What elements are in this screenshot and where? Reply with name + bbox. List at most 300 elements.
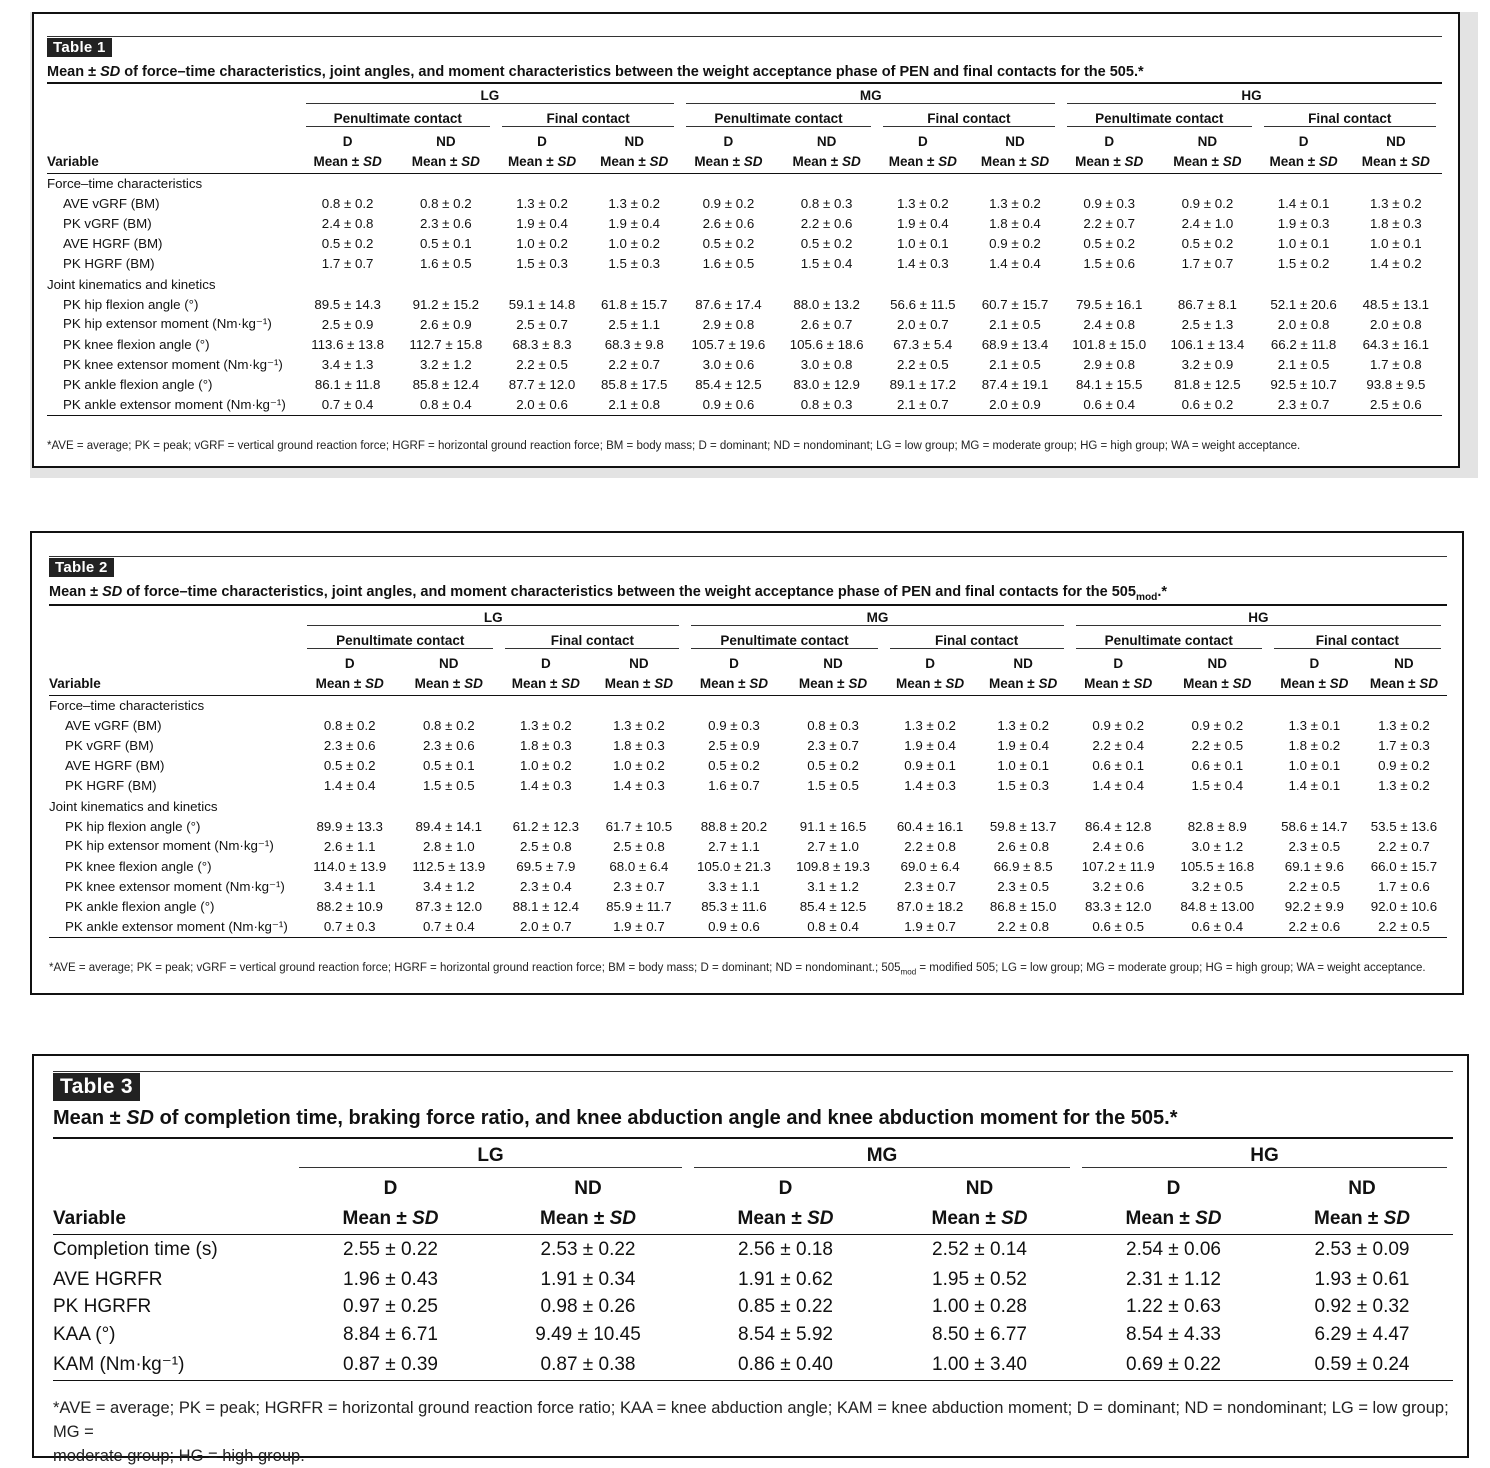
table2-cell: 86.8 ± 15.0: [989, 899, 1057, 915]
table1-stat-header-sd: SD: [362, 154, 382, 170]
table1-stat-header: [396, 151, 496, 173]
table2-cell: 89.9 ± 13.3: [316, 818, 383, 834]
table3-stat-header-sd: SD: [609, 1207, 636, 1229]
table2-cell: 0.7 ± 0.4: [398, 917, 499, 937]
table1-cell: 85.8 ± 17.5: [600, 377, 668, 393]
table1-side-header: ND: [436, 133, 456, 149]
table2-cell: 3.4 ± 1.2: [422, 879, 475, 895]
table1-cell: 2.5 ± 1.3: [1181, 316, 1234, 332]
table2-cell: 1.0 ± 0.1: [997, 758, 1049, 774]
table2-side-header: ND: [439, 655, 459, 671]
table3-row-label: PK HGRFR: [53, 1296, 152, 1318]
table2-row-label: PK ankle flexion angle (°): [65, 899, 215, 915]
table2-stat-header-text: Mean ±: [989, 676, 1039, 692]
table3-group-hg: [1076, 1138, 1453, 1174]
table1-cell: 2.2 ± 0.7: [608, 357, 661, 373]
table2-cell: 0.9 ± 0.6: [685, 917, 782, 937]
table1-row-label: PK hip extensor moment (Nm·kg⁻¹): [63, 316, 272, 332]
table2-stat-header-sd: SD: [1038, 676, 1058, 692]
table2-stat-header-text: Mean ±: [511, 676, 562, 692]
table1-stat-header-sd: SD: [649, 154, 669, 170]
table1-cell: 68.3 ± 8.3: [512, 337, 572, 353]
table3-side-header: D: [1166, 1178, 1181, 1199]
table1-cell: 1.4 ± 0.2: [1370, 256, 1422, 272]
table3-tag: Table 3: [53, 1073, 140, 1101]
table2-cell: 87.3 ± 12.0: [415, 899, 482, 915]
table3-stat-header-sd: SD: [1001, 1207, 1028, 1229]
table1-cell: 1.4 ± 0.3: [896, 256, 949, 272]
table-row: [53, 1349, 1453, 1381]
table3-stat-header-text: Mean ±: [540, 1207, 610, 1229]
table1-group-mg: [680, 83, 1061, 107]
table3-group-label: MG: [694, 1145, 1070, 1168]
table1-cell: 1.3 ± 0.2: [608, 195, 661, 211]
table2-contact-header: [301, 629, 499, 653]
table1-top-rule: [47, 36, 1442, 37]
table1-cell: 1.0 ± 0.1: [1277, 236, 1330, 252]
table3-stat-header: [1271, 1204, 1453, 1234]
table2-stat-header-sd: SD: [561, 676, 580, 692]
table1-cell: 59.1 ± 14.8: [508, 296, 576, 312]
table2-cell: 2.4 ± 0.6: [1092, 838, 1145, 854]
table1-cell: 0.5 ± 0.2: [702, 236, 755, 252]
table2-cell: 0.8 ± 0.3: [807, 717, 859, 733]
table3-cell: 2.56 ± 0.18: [738, 1239, 833, 1261]
table3-footnote: [53, 1396, 1453, 1468]
table-row: [47, 395, 1442, 415]
table1-contact-label: Final contact: [502, 111, 674, 127]
table1-cell: 1.9 ± 0.4: [896, 215, 949, 231]
table1-cell: 79.5 ± 16.1: [1075, 296, 1143, 312]
table2-grid: [49, 604, 1447, 938]
table2-cell: 109.8 ± 19.3: [796, 859, 870, 875]
table1-stat-header: [588, 151, 680, 173]
table3-cell: 1.00 ± 3.40: [883, 1349, 1076, 1381]
table-row: [49, 917, 1447, 937]
table2-cell: 1.3 ± 0.2: [1378, 778, 1430, 794]
table2-cell: 0.7 ± 0.3: [301, 917, 398, 937]
table3-cell: 0.98 ± 0.26: [540, 1296, 636, 1318]
table2-cell: 2.3 ± 0.7: [613, 879, 665, 895]
table2-cell: 86.4 ± 12.8: [1084, 818, 1152, 834]
table1-cell: 1.5 ± 0.2: [1277, 256, 1330, 272]
table1-side-header: D: [917, 133, 928, 149]
table2-cell: 1.3 ± 0.2: [520, 717, 572, 733]
table2-cell: 85.3 ± 11.6: [701, 899, 767, 915]
table2-cell: 88.1 ± 12.4: [512, 899, 580, 915]
table3-cell: 8.54 ± 4.33: [1126, 1323, 1221, 1345]
table2-cell: 83.3 ± 12.0: [1084, 899, 1152, 915]
table1-stat-header-sd: SD: [1411, 154, 1430, 170]
table1-cell: 101.8 ± 15.0: [1072, 337, 1147, 353]
table-row: [49, 816, 1447, 836]
table2-side-header: D: [1309, 655, 1320, 671]
table-row: [49, 735, 1447, 755]
table3-cell: 6.29 ± 4.47: [1314, 1323, 1410, 1345]
table2-group-mg: [685, 605, 1069, 629]
table1-cell: 1.3 ± 0.2: [516, 195, 568, 211]
table2-section-title: Joint kinematics and kinetics: [49, 798, 218, 814]
table1-stat-header-text: Mean ±: [1269, 154, 1319, 170]
table1-side-header: D: [1298, 133, 1309, 149]
table1-contact-label: Penultimate contact: [306, 111, 490, 127]
table3-cell: 2.31 ± 1.12: [1126, 1268, 1221, 1290]
table2-cell: 1.4 ± 0.4: [323, 778, 376, 794]
table3-stat-header-text: Mean ±: [342, 1207, 413, 1229]
table2-cell: 1.7 ± 0.3: [1378, 737, 1430, 753]
table1-row-label: PK knee flexion angle (°): [63, 337, 210, 353]
table2-cell: 87.0 ± 18.2: [896, 899, 964, 915]
table1-stat-header-sd: SD: [557, 154, 577, 170]
table3-row-label: Completion time (s): [53, 1239, 218, 1261]
table2-stat-header-sd: SD: [1419, 676, 1439, 692]
table2-side-header: ND: [1207, 655, 1228, 671]
table1-tag: Table 1: [47, 38, 112, 57]
table-row: [47, 193, 1442, 213]
table3-variable-header: Variable: [53, 1204, 293, 1234]
table1-cell: 2.5 ± 1.1: [608, 316, 661, 332]
table-row: [47, 335, 1442, 355]
table2-stat-header-sd: SD: [848, 676, 868, 692]
table1-cell: 0.9 ± 0.2: [1181, 195, 1234, 211]
table-row: [49, 857, 1447, 877]
table-row: [49, 836, 1447, 856]
table2-contact-label: Penultimate contact: [307, 633, 493, 649]
table3-row-label: KAA (°): [53, 1323, 116, 1345]
table2-cell: 2.2 ± 0.7: [1378, 838, 1430, 854]
table1-cell: 0.8 ± 0.2: [420, 195, 472, 211]
table3-stat-header: [488, 1204, 688, 1234]
table1-cell: 1.3 ± 0.2: [1370, 195, 1422, 211]
table1-group-hg: [1061, 83, 1442, 107]
table1-cell: 1.3 ± 0.2: [989, 195, 1041, 211]
table1-stat-header-sd: SD: [1124, 154, 1144, 170]
table1-side-header: D: [723, 133, 734, 149]
table1-cell: 2.0 ± 0.6: [496, 395, 588, 415]
table2-cell: 112.5 ± 13.9: [412, 859, 486, 875]
table2-stat-header: [782, 673, 883, 695]
table3-stat-header-text: Mean ±: [1314, 1207, 1384, 1229]
table2-side-header: ND: [823, 655, 843, 671]
table-row: [53, 1234, 1453, 1266]
table1-cell: 67.3 ± 5.4: [893, 337, 953, 353]
table2-cell: 0.9 ± 0.3: [708, 717, 760, 733]
table-row: [47, 375, 1442, 395]
table3-side-header: D: [778, 1178, 793, 1199]
table2-row-label: PK vGRF (BM): [65, 737, 154, 753]
table2-cell: 1.8 ± 0.3: [613, 737, 665, 753]
table2-cell: 92.0 ± 10.6: [1370, 899, 1438, 915]
table1-cell: 2.0 ± 0.7: [896, 316, 949, 332]
table1-cell: 87.6 ± 17.4: [695, 296, 762, 312]
table2-stat-header-sd: SD: [749, 676, 769, 692]
table1-grid: [47, 82, 1442, 416]
table1-contact-label: Final contact: [1264, 111, 1437, 127]
table-row: [47, 355, 1442, 375]
table1-cell: 1.8 ± 0.3: [1370, 215, 1422, 231]
table-row: [49, 776, 1447, 796]
table2-cell: 69.0 ± 6.4: [900, 859, 960, 875]
table3-group-lg: [293, 1138, 688, 1174]
table2-cell: 1.6 ± 0.7: [708, 778, 760, 794]
table2-cell: 91.1 ± 16.5: [799, 818, 867, 834]
table1-cell: 48.5 ± 13.1: [1362, 296, 1430, 312]
table2-cell: 0.6 ± 0.4: [1167, 917, 1268, 937]
table1-cell: 1.0 ± 0.1: [896, 236, 949, 252]
table3-footnote-line2: moderate group; HG = high group.: [53, 1447, 305, 1465]
table2-cell: 1.5 ± 0.4: [1191, 778, 1244, 794]
table1-cell: 91.2 ± 15.2: [412, 296, 480, 312]
table1-cell: 2.2 ± 0.5: [896, 357, 949, 373]
table1-blank: [47, 131, 300, 151]
table2-cell: 0.6 ± 0.1: [1092, 758, 1145, 774]
table1-cell: 1.6 ± 0.5: [702, 256, 755, 272]
table2-footnote: *AVE = average; PK = peak; vGRF = vertical ground reaction force; HGRF = horizontal ground reaction force; BM = body mass; D = dominant; ND = nondominant.; $505_{mod}$ = modified 505; LG = low group; MG = moderate group; HG = high group; WA = weight acceptance.: [49, 962, 1426, 977]
table2-group-label: MG: [691, 610, 1063, 626]
table2-cell: 0.6 ± 0.1: [1191, 758, 1244, 774]
table2-row-label: PK hip extensor moment (Nm·kg⁻¹): [65, 838, 274, 854]
table3-cell: 0.59 ± 0.24: [1271, 1349, 1453, 1381]
table1-stat-header-sd: SD: [1222, 154, 1242, 170]
table1-cell: 0.5 ± 0.2: [800, 236, 853, 252]
table3-cell: 2.55 ± 0.22: [343, 1239, 438, 1261]
table1-contact-label: Penultimate contact: [686, 111, 870, 127]
table1-cell: 2.0 ± 0.8: [1277, 316, 1330, 332]
table2-stat-header-sd: SD: [1133, 676, 1153, 692]
table1-cell: 105.7 ± 19.6: [691, 337, 766, 353]
table1-cell: 1.5 ± 0.3: [608, 256, 661, 272]
table1-caption: Mean ± SD of force–time characteristics, joint angles, and moment characteristics between the weight acceptance phase of PEN and final contacts for the 505.*: [47, 64, 1144, 80]
table1-stat-header-text: Mean ±: [600, 154, 650, 170]
table3-caption: Mean ± SD of completion time, braking force ratio, and knee abduction angle and knee abduction moment for the 505.*: [53, 1107, 1178, 1129]
table1-footnote: *AVE = average; PK = peak; vGRF = vertical ground reaction force; HGRF = horizontal ground reaction force; BM = body mass; D = dominant; ND = nondominant; LG = low group; MG = moderate group; HG = high group; WA = weight acceptance.: [47, 440, 1301, 452]
table1-cell: 1.9 ± 0.4: [608, 215, 661, 231]
table2-cell: 3.3 ± 1.1: [708, 879, 760, 895]
table3-cell: 0.97 ± 0.25: [343, 1296, 438, 1318]
table2-cell: 3.0 ± 1.2: [1191, 838, 1244, 854]
table2-stat-header-text: Mean ±: [699, 676, 750, 692]
table1-stat-header: [1350, 151, 1442, 173]
table2-side-header: ND: [629, 655, 649, 671]
table1-cell: 1.9 ± 0.3: [1277, 215, 1330, 231]
table1-cell: 92.5 ± 10.7: [1270, 377, 1337, 393]
table2-cell: 58.6 ± 14.7: [1281, 818, 1348, 834]
table1-cell: 66.2 ± 11.8: [1270, 337, 1337, 353]
table2-cell: 2.2 ± 0.5: [1191, 737, 1244, 753]
table1-group-label: LG: [306, 88, 675, 104]
table3-stat-header-sd: SD: [1195, 1207, 1222, 1229]
table1-row-label: AVE vGRF (BM): [63, 195, 160, 211]
table1-stat-header: [1061, 151, 1157, 173]
table1-row-label: PK vGRF (BM): [63, 215, 152, 231]
table3-stat-header-text: Mean ±: [1125, 1207, 1196, 1229]
table2-stat-header: [685, 673, 782, 695]
table1-cell: 56.6 ± 11.5: [890, 296, 956, 312]
table1-cell: 2.4 ± 1.0: [1181, 215, 1234, 231]
table1-side-header: ND: [1005, 133, 1025, 149]
table1-cell: 1.7 ± 0.8: [1370, 357, 1422, 373]
table2-cell: 69.1 ± 9.6: [1284, 859, 1344, 875]
table3-grid: [53, 1137, 1453, 1381]
table1-cell: 0.9 ± 0.6: [680, 395, 776, 415]
table-row: [47, 294, 1442, 314]
table3-cell: 0.87 ± 0.38: [488, 1349, 688, 1381]
table2-side-header: D: [344, 655, 355, 671]
table2-cell: 2.2 ± 0.8: [977, 917, 1070, 937]
table1-section-row: [47, 173, 1442, 193]
table1-cell: 1.0 ± 0.1: [1370, 236, 1422, 252]
table1-group-lg: [300, 83, 681, 107]
table1-cell: 2.6 ± 0.7: [800, 316, 853, 332]
table-row: [47, 314, 1442, 334]
table2-contact-header: [685, 629, 883, 653]
table1-cell: 85.8 ± 12.4: [412, 377, 480, 393]
table1-variable-header: Variable: [47, 151, 300, 173]
table1-stat-header-sd: SD: [841, 154, 861, 170]
table2-side-header: D: [729, 655, 739, 671]
table1-contact-header: [877, 107, 1061, 131]
table2-cell: 2.3 ± 0.6: [323, 737, 376, 753]
table2-row-label: PK HGRF (BM): [65, 778, 157, 794]
table2-blank: [49, 629, 301, 653]
table3-cell: 0.85 ± 0.22: [738, 1296, 833, 1318]
table2-side-header: ND: [1394, 655, 1414, 671]
table2-cell: 1.0 ± 0.2: [520, 758, 572, 774]
table2-cell: 2.2 ± 0.8: [904, 838, 956, 854]
table2-cell: 107.2 ± 11.9: [1081, 859, 1155, 875]
table1-side-header: ND: [1386, 133, 1406, 149]
table1-section-title: Force–time characteristics: [47, 175, 203, 191]
table2-variable-header: Variable: [49, 673, 301, 695]
table1-cell: 1.4 ± 0.4: [989, 256, 1041, 272]
table1-stat-header-text: Mean ±: [792, 154, 842, 170]
table1-cell: 2.9 ± 0.8: [702, 316, 755, 332]
table1-cell: 2.0 ± 0.8: [1370, 316, 1422, 332]
table1-cell: 0.5 ± 0.2: [1083, 236, 1136, 252]
table1-cell: 84.1 ± 15.5: [1075, 377, 1143, 393]
table2-cell: 1.9 ± 0.4: [904, 737, 956, 753]
table2-cell: 2.7 ± 1.0: [807, 838, 859, 854]
table1-cell: 1.5 ± 0.6: [1083, 256, 1136, 272]
table2-cell: 2.2 ± 0.5: [1361, 917, 1447, 937]
table2-cell: 2.3 ± 0.4: [520, 879, 572, 895]
table1-cell: 2.2 ± 0.5: [516, 357, 568, 373]
table3-cell: 8.84 ± 6.71: [343, 1323, 438, 1345]
table2-cell: 3.4 ± 1.1: [323, 879, 376, 895]
table2-stat-header-sd: SD: [945, 676, 965, 692]
table1-cell: 1.4 ± 0.1: [1277, 195, 1330, 211]
table2-stat-header-text: Mean ±: [315, 676, 366, 692]
table2-row-label: AVE vGRF (BM): [65, 717, 162, 733]
table2-stat-header-text: Mean ±: [1084, 676, 1134, 692]
table1-stat-header-sd: SD: [461, 154, 480, 170]
table3-stat-header: [1076, 1204, 1271, 1234]
table1-section-title: Joint kinematics and kinetics: [47, 276, 216, 292]
table2-contact-label: Penultimate contact: [691, 633, 877, 649]
table1-cell: 3.2 ± 0.9: [1181, 357, 1234, 373]
table1-cell: 2.6 ± 0.6: [702, 215, 755, 231]
table1-cell: 113.6 ± 13.8: [311, 337, 385, 353]
table2-cell: 2.2 ± 0.6: [1268, 917, 1361, 937]
table1-blank: [47, 107, 300, 131]
table1-cell: 2.5 ± 0.6: [1350, 395, 1442, 415]
table3-cell: 0.92 ± 0.32: [1314, 1296, 1410, 1318]
table2-group-hg: [1070, 605, 1447, 629]
table2-cell: 1.5 ± 0.5: [807, 778, 859, 794]
table3-cell: 1.91 ± 0.34: [540, 1268, 636, 1290]
table2-cell: 0.9 ± 0.2: [1092, 717, 1145, 733]
table2-cell: 61.7 ± 10.5: [605, 818, 673, 834]
table3-row-label: AVE HGRFR: [53, 1268, 163, 1290]
table2-top-rule: [49, 556, 1447, 557]
table1-cell: 1.0 ± 0.2: [516, 236, 568, 252]
table1-stat-header: [777, 151, 877, 173]
table1-stat-header: [969, 151, 1061, 173]
table2-cell: 60.4 ± 16.1: [896, 818, 964, 834]
table2-row-label: PK ankle extensor moment (Nm·kg⁻¹): [49, 917, 301, 937]
table2-contact-label: Final contact: [1274, 633, 1441, 649]
table1-cell: 0.5 ± 0.1: [420, 236, 472, 252]
table2-cell: 85.9 ± 11.7: [606, 899, 672, 915]
table2-contact-header: [1070, 629, 1268, 653]
table1-stat-header-text: Mean ±: [411, 154, 462, 170]
table3-stat-header-sd: SD: [412, 1207, 439, 1229]
table2-cell: 2.5 ± 0.9: [708, 737, 760, 753]
table3-cell: 9.49 ± 10.45: [535, 1323, 641, 1345]
table1-cell: 85.4 ± 12.5: [695, 377, 762, 393]
table2-cell: 1.3 ± 0.2: [613, 717, 665, 733]
table1-cell: 2.5 ± 0.9: [321, 316, 374, 332]
table1-row-label: PK ankle extensor moment (Nm·kg⁻¹): [47, 395, 300, 415]
table3-side-header: ND: [1348, 1178, 1376, 1199]
table2-cell: 2.7 ± 1.1: [708, 838, 760, 854]
table2-stat-header-sd: SD: [1232, 676, 1252, 692]
table2-cell: 84.8 ± 13.00: [1180, 899, 1255, 915]
table2-cell: 1.4 ± 0.3: [520, 778, 572, 794]
table1-contact-header: [1061, 107, 1257, 131]
table2-cell: 89.4 ± 14.1: [415, 818, 482, 834]
table2-cell: 53.5 ± 13.6: [1370, 818, 1438, 834]
table2-stat-header-sd: SD: [365, 676, 384, 692]
table1-cell: 1.8 ± 0.4: [989, 215, 1041, 231]
table2-contact-header: [1268, 629, 1447, 653]
table3-stat-header: [293, 1204, 488, 1234]
table1-cell: 105.6 ± 18.6: [789, 337, 864, 353]
table1-cell: 68.3 ± 9.8: [604, 337, 664, 353]
table1-cell: 0.9 ± 0.3: [1083, 195, 1136, 211]
table3-top-rule: [53, 1071, 1453, 1072]
table1-stat-header-text: Mean ±: [1075, 154, 1125, 170]
table3-side-header: D: [383, 1178, 398, 1199]
table1-cell: 2.1 ± 0.5: [1277, 357, 1330, 373]
table2-cell: 2.3 ± 0.7: [904, 879, 956, 895]
table2-cell: 88.2 ± 10.9: [316, 899, 383, 915]
table2-cell: 1.4 ± 0.3: [904, 778, 956, 794]
table2-cell: 105.0 ± 21.3: [697, 859, 771, 875]
table1-cell: 83.0 ± 12.9: [793, 377, 860, 393]
table3-stat-header-text: Mean ±: [737, 1207, 808, 1229]
table2-cell: 3.1 ± 1.2: [807, 879, 859, 895]
table2-cell: 82.8 ± 8.9: [1187, 818, 1247, 834]
table-row: [49, 756, 1447, 776]
table1-cell: 2.1 ± 0.8: [588, 395, 680, 415]
table3-group-label: HG: [1082, 1145, 1447, 1168]
table1-cell: 0.8 ± 0.3: [800, 195, 853, 211]
table2-cell: 1.7 ± 0.6: [1378, 879, 1430, 895]
table1-cell: 0.5 ± 0.2: [1181, 236, 1234, 252]
table1-cell: 3.4 ± 1.3: [321, 357, 374, 373]
table2-cell: 2.0 ± 0.7: [499, 917, 592, 937]
